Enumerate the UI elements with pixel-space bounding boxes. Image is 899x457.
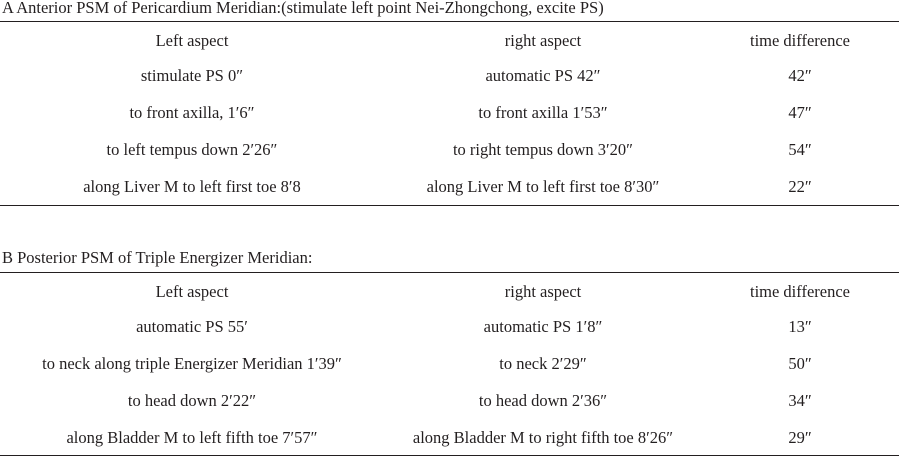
table-a-cell-time: 22″ bbox=[788, 177, 812, 196]
table-a-header-time-difference: time difference bbox=[749, 31, 850, 50]
table-b-header-time-difference: time difference bbox=[749, 282, 850, 301]
table-a-cell-right: to front axilla 1′53″ bbox=[478, 103, 608, 122]
table-a-cell-left: to front axilla, 1′6″ bbox=[129, 103, 255, 122]
table-b-bottom-rule bbox=[0, 455, 899, 456]
table-a-cell-right: to right tempus down 3′20″ bbox=[452, 140, 634, 159]
table-b-cell-time: 13″ bbox=[788, 317, 812, 336]
table-b-header-right-aspect: right aspect bbox=[504, 282, 582, 301]
table-a-header-row bbox=[0, 29, 899, 53]
table-row bbox=[0, 352, 899, 376]
table-b-cell-time: 50″ bbox=[788, 354, 812, 373]
table-a-cell-left: stimulate PS 0″ bbox=[140, 66, 244, 85]
table-b-cell-left: automatic PS 55′ bbox=[136, 317, 248, 336]
table-b-header-row bbox=[0, 280, 899, 304]
table-a-cell-time: 47″ bbox=[788, 103, 812, 122]
table-a-cell-right: along Liver M to left first toe 8′30″ bbox=[426, 177, 660, 196]
table-b-header-left-aspect: Left aspect bbox=[155, 282, 229, 301]
table-a-cell-time: 42″ bbox=[788, 66, 812, 85]
table-b-top-rule bbox=[0, 272, 899, 273]
table-row bbox=[0, 426, 899, 450]
table-a-header-right-aspect: right aspect bbox=[504, 31, 582, 50]
table-a-caption: A Anterior PSM of Pericardium Meridian:(stimulate left point Nei-Zhongchong, excite PS) bbox=[2, 0, 604, 17]
table-a-cell-left: along Liver M to left first toe 8′8 bbox=[83, 177, 301, 196]
table-b-cell-time: 29″ bbox=[788, 428, 812, 447]
table-b-cell-left: along Bladder M to left fifth toe 7′57″ bbox=[66, 428, 318, 447]
table-b-cell-left: to head down 2′22″ bbox=[127, 391, 257, 410]
table-b-cell-right: to neck 2′29″ bbox=[499, 354, 587, 373]
table-row bbox=[0, 315, 899, 339]
table-a-bottom-rule bbox=[0, 205, 899, 206]
table-row bbox=[0, 175, 899, 199]
table-b-cell-right: automatic PS 1′8″ bbox=[483, 317, 603, 336]
table-row bbox=[0, 101, 899, 125]
table-row bbox=[0, 138, 899, 162]
table-a-cell-time: 54″ bbox=[788, 140, 812, 159]
table-b-cell-time: 34″ bbox=[788, 391, 812, 410]
table-b-caption: B Posterior PSM of Triple Energizer Meridian: bbox=[2, 248, 313, 267]
table-row bbox=[0, 64, 899, 88]
table-a-cell-right: automatic PS 42″ bbox=[485, 66, 601, 85]
table-row bbox=[0, 389, 899, 413]
table-b-cell-right: along Bladder M to right fifth toe 8′26″ bbox=[412, 428, 674, 447]
table-b-cell-right: to head down 2′36″ bbox=[478, 391, 608, 410]
table-a-top-rule bbox=[0, 21, 899, 22]
table-b-cell-left: to neck along triple Energizer Meridian 1′39″ bbox=[42, 354, 342, 373]
table-a-cell-left: to left tempus down 2′26″ bbox=[106, 140, 278, 159]
table-a-header-left-aspect: Left aspect bbox=[155, 31, 229, 50]
